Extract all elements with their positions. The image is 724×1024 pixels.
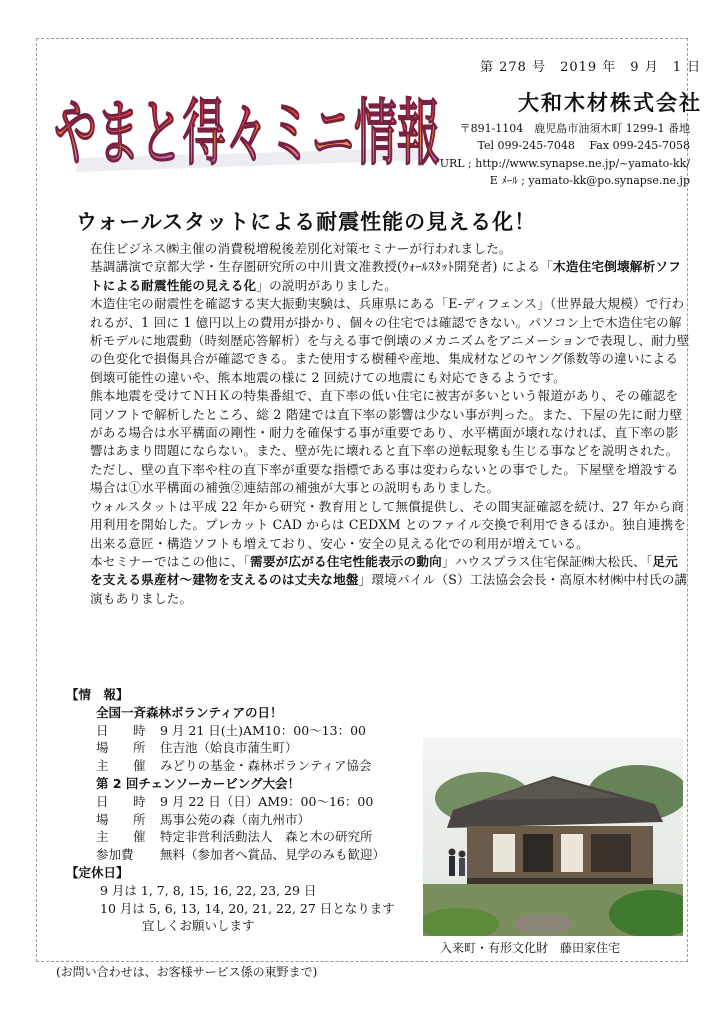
info-heading: 【情 報】 [66,687,129,702]
inquiry-note: (お問い合わせは、お客様サービス係の東野まで) [56,965,318,979]
talk-title-2: 足元を支える県産材～建物を支えるのは丈夫な地盤 [90,553,678,588]
holiday-heading: 【定休日】 [66,864,129,880]
contact-block [390,120,690,190]
holiday-september: 9 月は 1, 7, 8, 15, 16, 22, 23, 29 日 [100,882,317,898]
closing-greeting: 宜しくお願いします [142,918,255,934]
event2-title: 第 2 回チェンソーカービング大会！ [96,775,301,791]
website-url[interactable]: URL ; http://www.synapse.ne.jp/~yamato-kk/ [439,156,690,170]
article-body [90,240,690,608]
event1-row-date: 日 時 9 月 21 日(土)AM10：00～13：00 [96,722,366,738]
paragraph-kumamoto: 熊本地震を受けてＮＨＫの特集番組で、直下率の低い住宅に被害が多いという報道があり、その確認を同ソフトで解析したところ、総 2 階建では直下率の影響は少ない事が判った。また、下屋の先に耐力壁がある場合は水平構面の剛性・耐力を確保する事が重要であり、水平構面が壊れなければ、直下率の影響はあまり問題にならない。また、壁が先に壊れると直下率の逆転現象も生じる事などを説明された。ただし、壁の直下率や柱の直下率が重要な指標である事は変わらないとの事でした。下屋壁を増設する場合は①水平構面の補強②連結部の補強が大事との説明もありました。 [90,388,683,496]
photo-caption: 入来町・有形文化財 藤田家住宅 [440,941,621,955]
email-address[interactable]: E ﾒｰﾙ ; yamato-kk@po.synapse.ne.jp [489,174,690,188]
paragraph-keynote: 基調講演で京都大学・生存圏研究所の中川貴文准教授(ｳｫｰﾙｽﾀｯﾄ開発者) による「木造住宅倒壊解析ソフトによる耐震性能の見える化」の説明がありました。 [90,259,681,293]
paragraph-wallstat: ウォルスタットは平成 22 年から研究・教育用として無償提供し、その間実証確認を続け、27 年から商用利用を開始した。プレカット CAD からは CEDXM とのファイル交換で利用できるほか。独自連携を出来る意匠・構造ソフトも増えており、安心・安全の見える化での利用が増えている。 [90,498,687,551]
paragraph-other-talks: 本セミナーではこの他に、「需要が広がる住宅性能表示の動向」ハウスプラス住宅保証㈱大松氏、「足元を支える県産材～建物を支えるのは丈夫な地盤」環境パイル（S）工法協会会長・高原木材㈱中村氏の講演もありました。 [90,553,688,606]
keynote-title: 木造住宅倒壊解析ソフトによる耐震性能の見える化 [90,259,681,293]
event2-row-date: 日 時 9 月 22 日（日）AM9：00～16：00 [96,793,374,809]
talk-title-1: 需要が広がる住宅性能表示の動向 [250,553,442,569]
info-section [66,686,426,935]
house-photo [423,738,683,936]
newsletter-logo [48,60,448,180]
tel-fax: Tel 099-245-7048 Fax 099-245-7058 [477,139,690,153]
event1-row-host: 主 催 みどりの基金・森林ボランティア協会 [96,758,372,774]
paragraph-vibration-test: 木造住宅の耐震性を確認する実大振動実験は、兵庫県にある「E-ディフェンス」（世界最大規模）で行われるが、1 回に 1 億円以上の費用が掛かり、個々の住宅では確認できない。パソコン上で木造住宅の解析モデルに地震動（時刻歴応答解析）を与える事で倒壊のメカニズムをアニメーションで表現し、耐力壁の色変化で損傷具合が確認できる。また使用する樹種や産地、集成材などのヤング係数等の違いによる倒壊可能性の違いや、熊本地震の様に 2 回続けての地震にも対応できるようです。 [90,296,690,385]
paragraph-intro: 在住ビジネス㈱主催の消費税増税後差別化対策セミナーが行われました。 [90,241,512,256]
event2-row-place: 場 所 馬事公苑の森（南九州市） [96,811,311,827]
company-name: 大和木材株式会社 [518,90,702,115]
address: 〒891-1104 鹿児島市油須木町 1299-1 番地 [459,122,690,135]
holiday-october: 10 月は 5, 6, 13, 14, 20, 21, 22, 27 日となります [100,900,395,916]
event1-row-place: 場 所 住吉池（姶良市蒲生町） [96,740,298,756]
event2-row-fee: 参加費 無料（参加者へ賞品、見学のみも歓迎） [96,847,386,863]
event2-row-host: 主 催 特定非営利活動法人 森と木の研究所 [96,829,373,845]
logo-text: やまと得々ミニ情報 [54,91,440,175]
issue-number-date: 第 278 号 2019 年 9 月 1 日 [480,60,702,75]
event1-title: 全国一斉森林ボランティアの日！ [96,704,283,720]
article-headline: ウォールスタットによる耐震性能の見える化！ [76,210,537,234]
